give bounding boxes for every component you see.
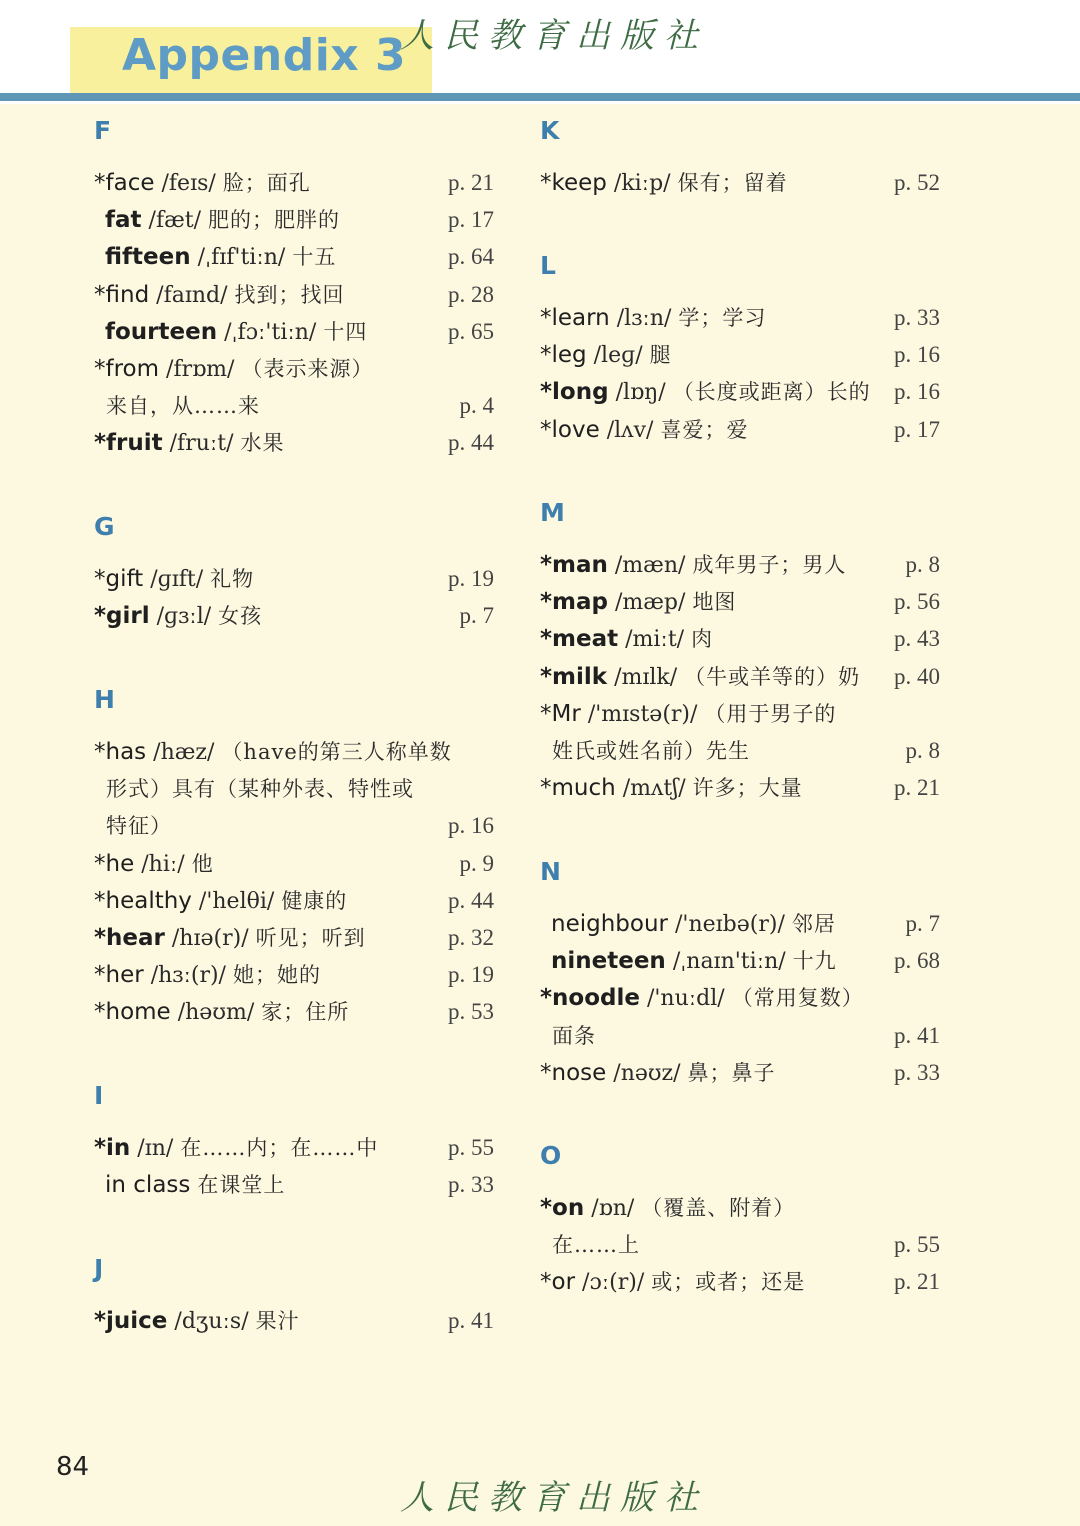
entry-word: *her <box>94 962 144 989</box>
entry-meaning: 肥的；肥胖的 <box>208 208 341 233</box>
entry-meaning: 脸；面孔 <box>222 171 311 195</box>
entry-word: fat <box>105 207 142 234</box>
entry-meaning: 她；她的 <box>232 963 321 988</box>
entry-word: *leg <box>540 342 587 369</box>
entry-meaning: 喜爱；爱 <box>660 417 749 442</box>
dictionary-entry <box>540 1055 870 1092</box>
entry-meaning: 在……内；在……中 <box>180 1136 379 1160</box>
entry-word: *love <box>540 416 600 443</box>
dictionary-entry <box>94 425 424 462</box>
entry-word: *man <box>540 552 608 578</box>
entry-meaning-continued <box>540 733 882 770</box>
entry-meaning: 果汁 <box>255 1309 300 1333</box>
dictionary-entry <box>94 277 424 314</box>
entry-meaning: 家；住所 <box>261 1000 350 1025</box>
dictionary-entry <box>540 770 870 807</box>
publisher-watermark-top: 人民教育出版社 <box>400 16 708 56</box>
dictionary-entry <box>540 696 870 733</box>
entry-meaning: 听见；听到 <box>255 926 366 950</box>
entry-page-ref: p. 53 <box>448 999 494 1025</box>
dictionary-entry <box>540 980 870 1017</box>
entry-word: *learn <box>540 305 610 331</box>
entry-meaning: 地图 <box>692 590 737 615</box>
entry-word: *meat <box>540 626 619 653</box>
entry-meaning: （have的第三人称单数 <box>221 740 452 764</box>
entry-meaning: 找到；找回 <box>234 282 345 307</box>
entry-page-ref: p. 33 <box>448 1172 494 1198</box>
entry-page-ref: p. 21 <box>448 170 494 195</box>
dictionary-entry <box>540 584 870 621</box>
entry-meaning: 许多；大量 <box>692 776 803 801</box>
entry-meaning: 礼物 <box>210 567 255 591</box>
entry-meaning: 他 <box>191 851 214 876</box>
entry-meaning-continued <box>540 1018 882 1055</box>
dictionary-entry <box>94 239 435 276</box>
entry-page-ref: p. 44 <box>448 887 494 913</box>
entry-phonetic: /ɡɪft/ <box>150 567 204 592</box>
dictionary-entry <box>94 598 424 635</box>
dictionary-entry <box>540 337 870 374</box>
entry-word: *keep <box>540 170 607 196</box>
entry-phonetic: /faɪnd/ <box>156 282 228 308</box>
entry-meaning: 十五 <box>292 245 337 270</box>
section-letter: L <box>540 251 556 280</box>
entry-phonetic: /kiːp/ <box>613 171 671 196</box>
entry-phonetic: /mʌtʃ/ <box>622 776 686 802</box>
entry-phonetic: /dʒuːs/ <box>174 1309 249 1334</box>
dictionary-entry <box>540 621 870 658</box>
dictionary-entry <box>540 1264 870 1301</box>
entry-page-ref: p. 21 <box>894 775 940 801</box>
entry-page-ref: p. 21 <box>894 1269 940 1295</box>
entry-word: *face <box>94 170 155 196</box>
dictionary-entry <box>94 202 435 239</box>
entry-meaning: 或；或者；还是 <box>651 1270 806 1295</box>
entry-phonetic: /ˌfɔː'tiːn/ <box>224 319 317 345</box>
entry-word: *nose <box>540 1059 607 1086</box>
entry-meaning: 腿 <box>649 343 672 368</box>
entry-page-ref: p. 65 <box>448 318 494 344</box>
dictionary-entry <box>94 920 424 957</box>
entry-page-ref: p. 55 <box>448 1135 494 1160</box>
entry-page-ref: p. 16 <box>894 379 940 405</box>
entry-meaning-continued <box>94 808 436 845</box>
entry-word: *find <box>94 281 150 308</box>
entry-page-ref: p. 43 <box>894 626 940 652</box>
entry-meaning: 女孩 <box>218 604 263 629</box>
entry-page-ref: p. 16 <box>894 342 940 368</box>
entry-phonetic: /ɒn/ <box>591 1196 635 1221</box>
entry-meaning: 鼻；鼻子 <box>687 1060 776 1085</box>
entry-meaning-continuation: 形式）具有（某种外表、特性或 <box>106 777 414 802</box>
section-letter: I <box>94 1081 104 1110</box>
entry-page-ref: p. 19 <box>448 962 494 988</box>
entry-phonetic: /nəʊz/ <box>613 1060 681 1086</box>
entry-phonetic: /'neɪbə(r)/ <box>675 912 785 937</box>
entry-phonetic: /'nuːdl/ <box>646 986 725 1012</box>
entry-phonetic: /lɒŋ/ <box>615 380 666 406</box>
entry-word: *or <box>540 1269 576 1296</box>
entry-meaning: （表示来源） <box>241 357 374 381</box>
entry-meaning-continuation: 姓氏或姓名前）先生 <box>552 739 750 763</box>
section-letter: O <box>540 1141 562 1170</box>
entry-meaning: （常用复数） <box>731 986 864 1011</box>
entry-page-ref: p. 32 <box>448 925 494 950</box>
dictionary-entry <box>94 1130 424 1167</box>
entry-word: *healthy <box>94 887 192 914</box>
dictionary-entry <box>94 314 435 351</box>
entry-word: *juice <box>94 1308 168 1334</box>
dictionary-entry <box>540 374 870 411</box>
entry-page-ref: p. 33 <box>894 1059 940 1085</box>
entry-phonetic: /lɜːn/ <box>616 306 672 331</box>
entry-phonetic: /hiː/ <box>141 851 185 877</box>
entry-meaning: （长度或距离）长的 <box>672 380 871 405</box>
entry-word: *fruit <box>94 430 163 457</box>
entry-word: in class <box>105 1172 191 1199</box>
entry-page-ref: p. 19 <box>448 566 494 591</box>
dictionary-entry <box>540 300 870 337</box>
entry-meaning: 肉 <box>691 627 714 652</box>
dictionary-entry <box>540 659 870 696</box>
entry-page-ref: p. 44 <box>448 430 494 456</box>
entry-phonetic: /ˌfɪf'tiːn/ <box>197 245 286 271</box>
entry-meaning: （牛或羊等的）奶 <box>684 664 861 689</box>
entry-page-ref: p. 41 <box>894 1022 940 1048</box>
entry-meaning-continuation: 在……上 <box>552 1233 640 1258</box>
entry-phonetic: /'mɪstə(r)/ <box>587 701 698 727</box>
section-letter: H <box>94 685 115 714</box>
dictionary-entry <box>540 412 870 449</box>
entry-meaning: 邻居 <box>791 912 836 936</box>
entry-word: *he <box>94 850 135 877</box>
entry-phonetic: /miːt/ <box>625 627 685 653</box>
entry-word: *map <box>540 589 608 616</box>
entry-page-ref: p. 33 <box>894 305 940 330</box>
entry-page-ref: p. 7 <box>459 603 494 629</box>
entry-meaning-continuation: 来自，从……来 <box>106 394 260 419</box>
page-title: Appendix 3 <box>122 30 407 81</box>
section-letter: F <box>94 116 112 145</box>
entry-page-ref: p. 55 <box>894 1232 940 1258</box>
entry-meaning: 十四 <box>323 319 368 344</box>
entry-phonetic: /lʌv/ <box>606 417 654 443</box>
entry-page-ref: p. 4 <box>459 393 494 419</box>
entry-phonetic: /ˌnaɪn'tiːn/ <box>672 949 786 975</box>
entry-page-ref: p. 7 <box>905 911 940 936</box>
dictionary-entry <box>94 994 424 1031</box>
publisher-watermark-bottom: 人民教育出版社 <box>400 1478 708 1518</box>
dictionary-entry <box>94 957 424 994</box>
entry-meaning: 水果 <box>240 431 285 456</box>
dictionary-entry <box>540 547 870 584</box>
entry-page-ref: p. 41 <box>448 1308 494 1333</box>
entry-page-ref: p. 9 <box>459 850 494 876</box>
header-rule <box>0 93 1080 101</box>
entry-word: *on <box>540 1195 585 1221</box>
entry-word: *hear <box>94 925 165 951</box>
section-letter: K <box>540 116 560 145</box>
entry-word: *has <box>94 739 147 765</box>
entry-phonetic: /'helθi/ <box>198 888 275 914</box>
entry-page-ref: p. 8 <box>905 738 940 763</box>
entry-word: nineteen <box>551 948 666 975</box>
dictionary-entry <box>94 734 452 771</box>
entry-page-ref: p. 52 <box>894 170 940 195</box>
entry-phonetic: /fæt/ <box>148 208 202 234</box>
entry-page-ref: p. 17 <box>448 207 494 233</box>
entry-word: *home <box>94 999 171 1026</box>
entry-phonetic: /feɪs/ <box>161 171 216 196</box>
section-letter: N <box>540 857 561 886</box>
entry-phonetic: /ɡɜːl/ <box>156 604 212 630</box>
entry-phonetic: /leɡ/ <box>593 343 643 369</box>
page-number: 84 <box>56 1452 90 1482</box>
entry-meaning: 成年男子；男人 <box>692 553 847 577</box>
entry-phonetic: /mæn/ <box>614 553 686 578</box>
dictionary-entry <box>540 1190 870 1227</box>
entry-meaning: 在课堂上 <box>197 1173 286 1198</box>
entry-meaning-continuation: 特征） <box>106 814 172 839</box>
dictionary-entry <box>540 943 881 980</box>
entry-meaning: （覆盖、附着） <box>641 1196 796 1220</box>
entry-page-ref: p. 64 <box>448 244 494 270</box>
entry-meaning: 健康的 <box>281 888 348 913</box>
entry-meaning: 十九 <box>792 949 837 974</box>
entry-page-ref: p. 16 <box>448 813 494 839</box>
entry-word: fifteen <box>105 244 191 271</box>
entry-word: *noodle <box>540 985 640 1012</box>
entry-meaning: 学；学习 <box>678 306 767 330</box>
entry-word: *much <box>540 775 616 802</box>
section-letter: J <box>94 1254 104 1283</box>
entry-phonetic: /mɪlk/ <box>614 664 678 690</box>
dictionary-entry <box>94 846 424 883</box>
entry-meaning: 保有；留着 <box>677 171 788 195</box>
dictionary-entry <box>94 1303 424 1340</box>
dictionary-entry <box>540 165 870 202</box>
dictionary-entry <box>94 351 424 388</box>
entry-meaning: （用于男子的 <box>704 701 837 726</box>
entry-page-ref: p. 17 <box>894 416 940 442</box>
entry-page-ref: p. 56 <box>894 589 940 615</box>
entry-meaning-continued <box>94 388 436 425</box>
entry-phonetic: /ɔː(r)/ <box>582 1270 645 1296</box>
entry-meaning-continuation: 面条 <box>552 1023 596 1048</box>
section-letter: M <box>540 498 565 527</box>
entry-phonetic: /ɪn/ <box>137 1136 174 1161</box>
dictionary-entry <box>94 1167 435 1204</box>
entry-word: *from <box>94 356 160 382</box>
entry-page-ref: p. 68 <box>894 948 940 974</box>
entry-meaning-continued <box>94 771 436 808</box>
entry-meaning-continued <box>540 1227 882 1264</box>
entry-word: *gift <box>94 566 144 592</box>
dictionary-entry <box>94 165 424 202</box>
entry-word: fourteen <box>105 318 218 345</box>
dictionary-entry <box>94 883 424 920</box>
entry-page-ref: p. 8 <box>905 552 940 577</box>
entry-phonetic: /hɜː(r)/ <box>150 963 226 989</box>
entry-word: *milk <box>540 663 608 690</box>
entry-phonetic: /fruːt/ <box>169 431 234 457</box>
entry-word: *Mr <box>540 700 581 727</box>
section-letter: G <box>94 512 115 541</box>
entry-word: *long <box>540 379 609 406</box>
dictionary-entry <box>540 906 881 943</box>
entry-page-ref: p. 40 <box>894 663 940 689</box>
entry-phonetic: /hɪə(r)/ <box>171 926 249 951</box>
entry-phonetic: /mæp/ <box>614 590 686 616</box>
entry-phonetic: /frɒm/ <box>166 357 235 382</box>
entry-word: *in <box>94 1135 131 1161</box>
entry-word: *girl <box>94 603 150 630</box>
entry-phonetic: /həʊm/ <box>177 1000 255 1026</box>
entry-phonetic: /hæz/ <box>153 740 215 765</box>
entry-word: neighbour <box>551 911 668 937</box>
entry-page-ref: p. 28 <box>448 281 494 307</box>
dictionary-entry <box>94 561 424 598</box>
